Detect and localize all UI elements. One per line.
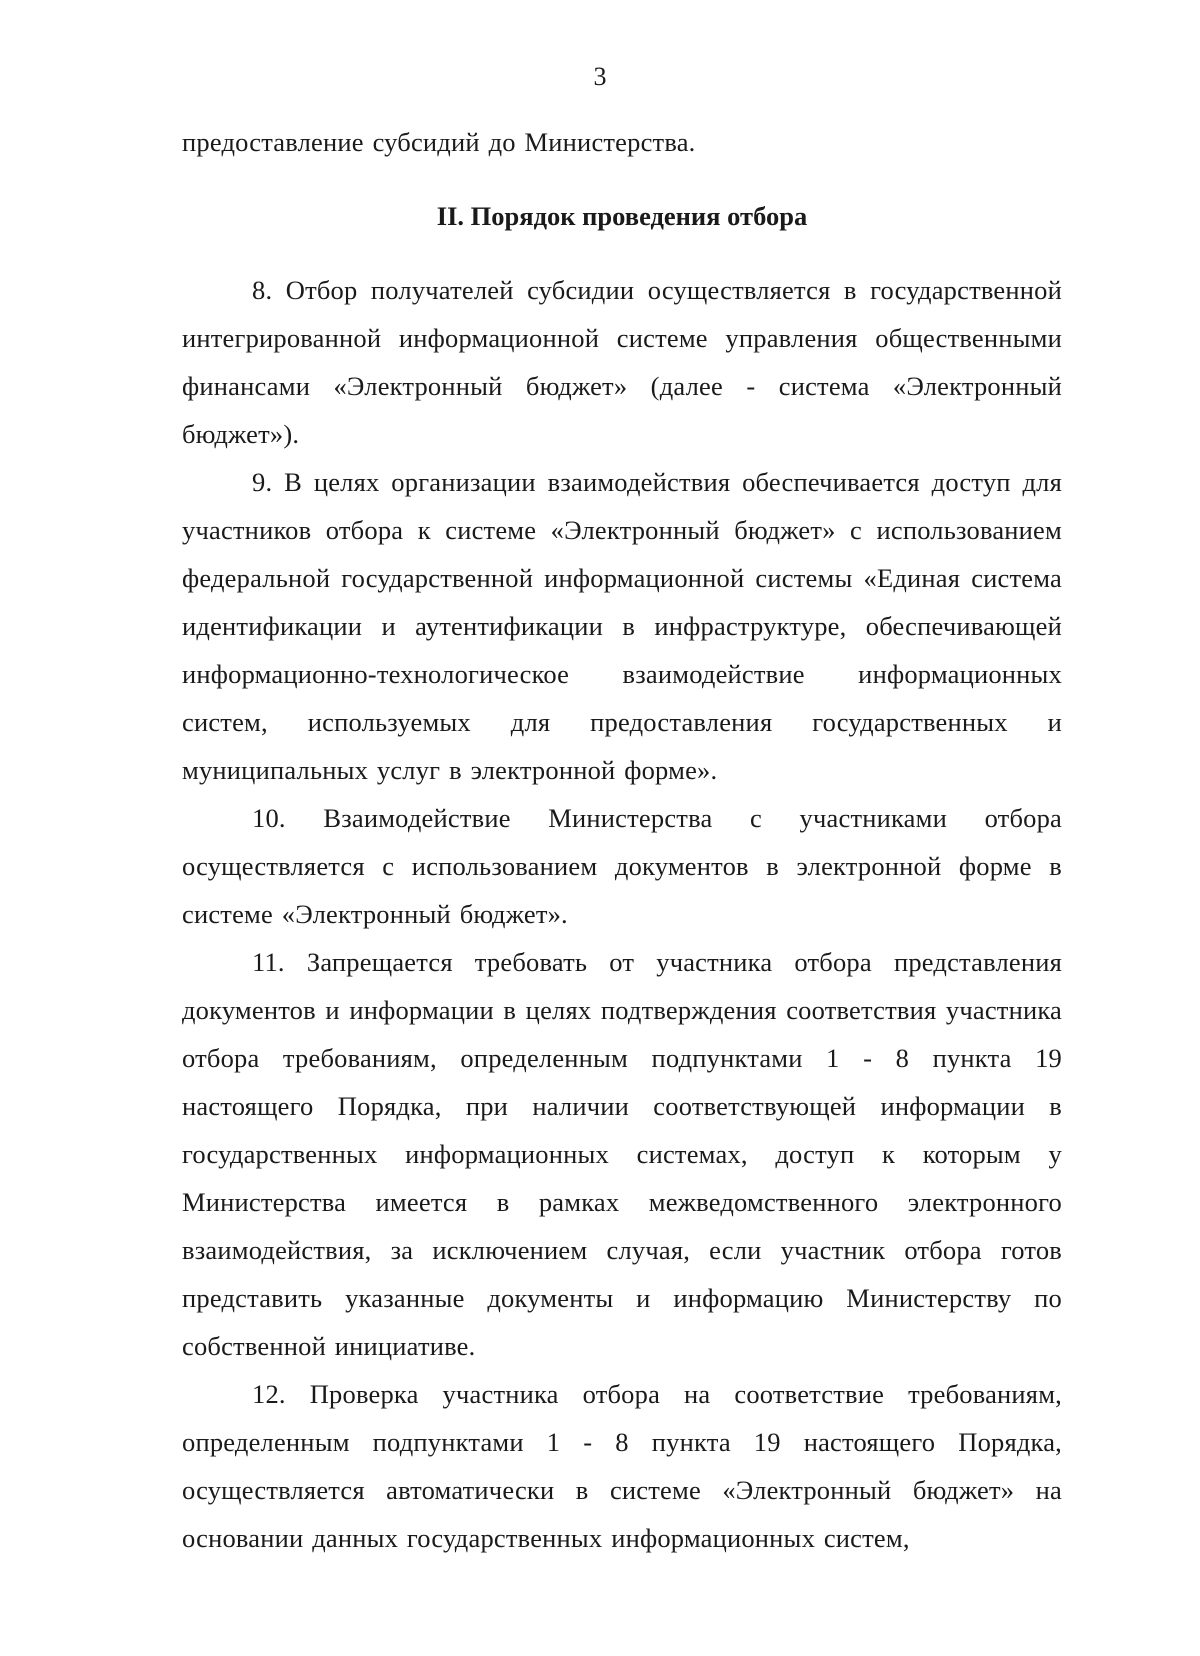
document-body [182, 118, 1062, 1562]
paragraph-10: 10. Взаимодействие Министерства с участниками отбора осуществляется с использованием документов в электронной форме в системе «Электронный бюджет». [182, 803, 1062, 929]
page-number: 3 [593, 62, 607, 91]
paragraph-12: 12. Проверка участника отбора на соответствие требованиям, определенным подпунктами 1 - 8 пункта 19 настоящего Порядка, осуществляется автоматически в системе «Электронный бюджет» на основании данных государственных информационных систем, [182, 1379, 1062, 1553]
paragraph-8: 8. Отбор получателей субсидии осуществляется в государственной интегрированной информационной системе управления общественными финансами «Электронный бюджет» (далее - система «Электронный бюджет»). [182, 275, 1062, 449]
paragraph-9: 9. В целях организации взаимодействия обеспечивается доступ для участников отбора к системе «Электронный бюджет» с использованием федеральной государственной информационной системы «Единая система идентификации и аутентификации в инфраструктуре, обеспечивающей информационно-технологическое взаимодействие информационных систем, используемых для предоставления государственных и муниципальных услуг в электронной форме». [182, 467, 1062, 785]
paragraph-11: 11. Запрещается требовать от участника отбора представления документов и информации в целях подтверждения соответствия участника отбора требованиям, определенным подпунктами 1 - 8 пункта 19 настоящего Порядка, при наличии соответствующей информации в государственных информационных системах, доступ к которым у Министерства имеется в рамках межведомственного электронного взаимодействия, за исключением случая, если участник отбора готов представить указанные документы и информацию Министерству по собственной инициативе. [182, 947, 1062, 1361]
section-heading: II. Порядок проведения отбора [436, 201, 808, 231]
continuation-text: предоставление субсидий до Министерства. [182, 127, 696, 157]
